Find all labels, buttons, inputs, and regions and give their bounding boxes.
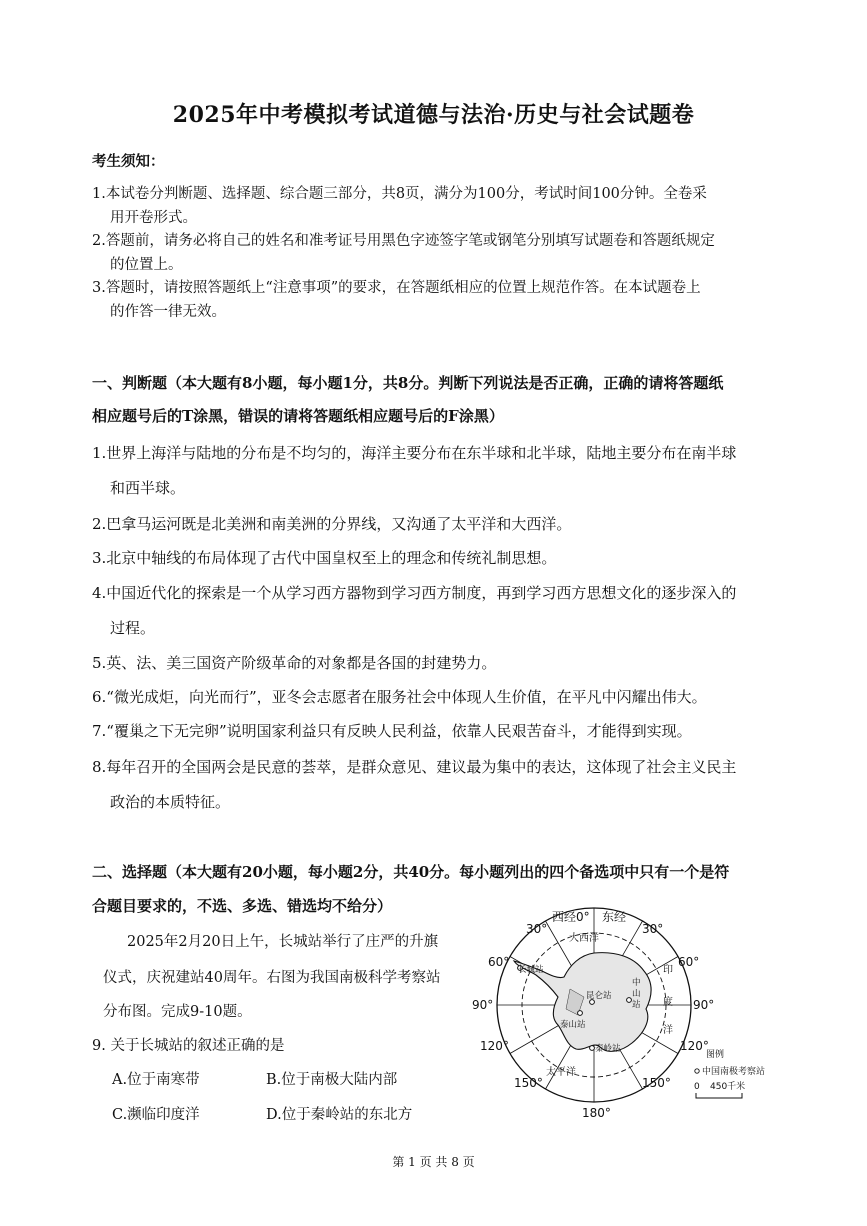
label-kunlun: 昆仑站: [586, 991, 612, 1001]
label-180: 180°: [582, 1106, 611, 1120]
judgment-item: 过程。: [110, 619, 156, 637]
judgment-item: 1.世界上海洋与陆地的分布是不均匀的，海洋主要分布在东半球和北半球，陆地主要分布在南半球: [92, 444, 737, 462]
label-30-left: 30°: [526, 922, 548, 936]
map-legend: [694, 1048, 765, 1098]
label-changcheng: 长城站: [518, 965, 544, 975]
label-90-right: 90°: [693, 998, 715, 1012]
section2-heading: 合题目要求的，不选、多选、错选均不给分）: [92, 897, 393, 915]
label-zhongshan-1: 中: [632, 978, 641, 988]
label-taishan: 泰山站: [560, 1020, 586, 1030]
station-zhongshan-marker: [627, 998, 632, 1003]
label-30-right: 30°: [642, 922, 664, 936]
option-c: C.濒临印度洋: [112, 1107, 200, 1123]
label-east: 东经: [602, 910, 627, 924]
judgment-item: 7.“覆巢之下无完卵”说明国家利益只有反映人民利益，依靠人民艰苦奋斗，才能得到实现。: [92, 722, 692, 740]
intro-line: 仪式，庆祝建站40周年。右图为我国南极科学考察站: [103, 970, 441, 986]
legend-item: 中国南极考察站: [702, 1067, 766, 1077]
page-title: 2025年中考模拟考试道德与法治·历史与社会试题卷: [172, 102, 695, 128]
section2-heading: 二、选择题（本大题有20小题，每小题2分，共40分。每小题列出的四个备选项中只有一个是符: [92, 863, 730, 881]
judgment-item: 5.英、法、美三国资产阶级革命的对象都是各国的封建势力。: [92, 654, 497, 672]
judgment-item: 和西半球。: [110, 479, 186, 497]
option-a: A.位于南寒带: [112, 1072, 200, 1088]
judgment-item: 3.北京中轴线的布局体现了古代中国皇权至上的理念和传统礼制思想。: [92, 549, 557, 567]
label-atlantic: 大西洋: [569, 933, 599, 944]
label-120-left: 120°: [480, 1039, 509, 1053]
notice-line: 用开卷形式。: [110, 210, 197, 226]
label-zhongshan-2: 山: [632, 989, 641, 999]
label-indian-2: 度: [663, 997, 673, 1008]
label-west0: 西经0°: [552, 910, 590, 924]
label-150-right: 150°: [642, 1076, 671, 1090]
label-indian-1: 印: [663, 965, 673, 976]
label-90-left: 90°: [472, 998, 494, 1012]
legend-scale-label: 450千米: [710, 1082, 746, 1092]
intro-line: 2025年2月20日上午，长城站举行了庄严的升旗: [127, 934, 439, 950]
label-qinling: 秦岭站: [595, 1044, 621, 1054]
intro-line: 分布图。完成9-10题。: [103, 1004, 252, 1020]
legend-scale-zero: 0: [694, 1082, 700, 1092]
label-150-left: 150°: [514, 1076, 543, 1090]
question-9-stem: 9. 关于长城站的叙述正确的是: [92, 1038, 285, 1054]
judgment-item: 6.“微光成炬，向光而行”，亚冬会志愿者在服务社会中体现人生价值，在平凡中闪耀出伟大。: [92, 688, 707, 706]
judgment-item: 2.巴拿马运河既是北美洲和南美洲的分界线，又沟通了太平洋和大西洋。: [92, 515, 572, 533]
option-b: B.位于南极大陆内部: [266, 1072, 398, 1088]
label-60-right: 60°: [678, 955, 700, 969]
label-indian-3: 洋: [663, 1025, 673, 1036]
option-d: D.位于秦岭站的东北方: [266, 1107, 413, 1123]
label-zhongshan-3: 站: [632, 1000, 641, 1010]
page-footer: 第 1 页 共 8 页: [392, 1155, 475, 1169]
section1-heading: 相应题号后的T涂黑，错误的请将答题纸相应题号后的F涂黑）: [92, 407, 504, 425]
station-qinling-marker: [590, 1046, 595, 1051]
notice-line: 3.答题时，请按照答题纸上“注意事项”的要求，在答题纸相应的位置上规范作答。在本试题卷上: [92, 280, 701, 296]
legend-station-marker: [695, 1069, 699, 1073]
label-120-right: 120°: [680, 1039, 709, 1053]
antarctic-station-map: [466, 905, 780, 1127]
label-pacific: 太平洋: [546, 1067, 576, 1078]
judgment-item: 8.每年召开的全国两会是民意的荟萃，是群众意见、建议最为集中的表达，这体现了社会主义民主: [92, 758, 737, 776]
legend-title: 图例: [706, 1050, 725, 1060]
notice-line: 2.答题前，请务必将自己的姓名和准考证号用黑色字迹签字笔或钢笔分别填写试题卷和答题纸规定: [92, 233, 715, 249]
label-60-left: 60°: [488, 955, 510, 969]
section1-heading: 一、判断题（本大题有8小题，每小题1分，共8分。判断下列说法是否正确，正确的请将答题纸: [92, 374, 724, 392]
notice-line: 1.本试卷分判断题、选择题、综合题三部分，共8页，满分为100分，考试时间100分钟。全卷采: [92, 186, 707, 202]
notice-line: 的位置上。: [110, 257, 183, 273]
judgment-item: 4.中国近代化的探索是一个从学习西方器物到学习西方制度，再到学习西方思想文化的逐步深入的: [92, 584, 737, 602]
station-taishan-marker: [578, 1011, 583, 1016]
judgment-item: 政治的本质特征。: [110, 793, 231, 811]
notice-line: 的作答一律无效。: [110, 304, 226, 320]
notice-heading: 考生须知：: [92, 153, 165, 170]
legend-scale-bar: [696, 1093, 742, 1098]
